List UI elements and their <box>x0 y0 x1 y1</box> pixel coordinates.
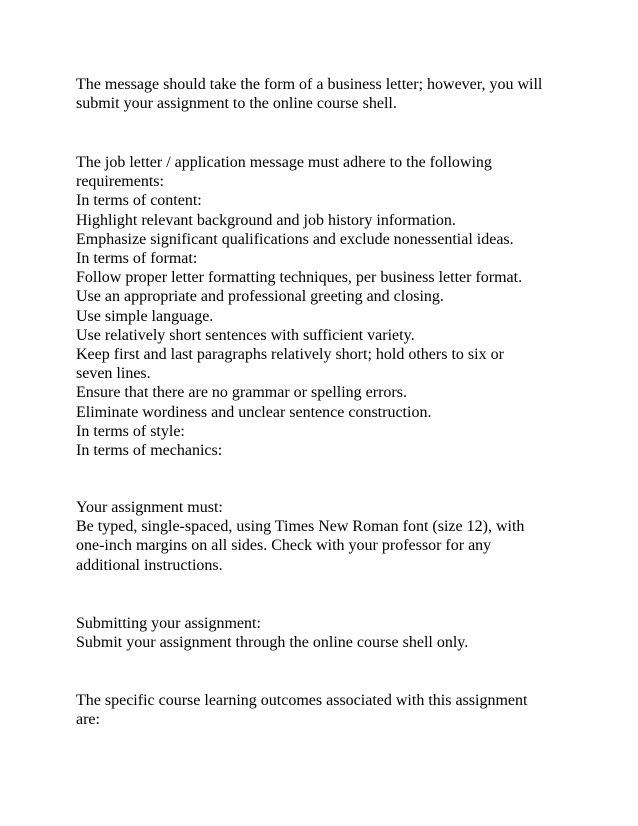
text-line: one-inch margins on all sides. Check with your professor for any <box>76 537 492 555</box>
intro-paragraph <box>76 75 576 113</box>
requirements-paragraph <box>76 153 576 460</box>
text-line: Use simple language. <box>76 307 214 325</box>
text-line: The job letter / application message must adhere to the following <box>76 154 492 171</box>
text-line: Use an appropriate and professional greeting and closing. <box>76 288 444 306</box>
submitting-paragraph <box>76 614 576 652</box>
text-line: Use relatively short sentences with sufficient variety. <box>76 326 415 344</box>
text-line: requirements: <box>76 173 164 191</box>
text-line: In terms of format: <box>76 250 198 268</box>
text-line: Be typed, single-spaced, using Times New Roman font (size 12), with <box>76 518 525 536</box>
text-line: In terms of mechanics: <box>76 442 223 460</box>
text-line: submit your assignment to the online course shell. <box>76 95 397 113</box>
assignment-must-paragraph <box>76 498 576 575</box>
text-line: Follow proper letter formatting techniques, per business letter format. <box>76 269 523 287</box>
outcomes-paragraph <box>76 691 576 729</box>
text-line: are: <box>76 711 100 729</box>
text-line: additional instructions. <box>76 556 223 574</box>
text-line: Ensure that there are no grammar or spelling errors. <box>76 384 407 402</box>
text-line: Highlight relevant background and job history information. <box>76 211 456 229</box>
text-line: The message should take the form of a business letter; however, you will <box>76 76 543 93</box>
text-line: Submit your assignment through the online course shell only. <box>76 634 469 652</box>
text-line: Submitting your assignment: <box>76 615 261 632</box>
text-line: In terms of style: <box>76 422 185 440</box>
text-line: Eliminate wordiness and unclear sentence construction. <box>76 403 432 421</box>
text-line: Keep first and last paragraphs relatively short; hold others to six or <box>76 346 504 364</box>
text-line: seven lines. <box>76 365 151 383</box>
text-line: In terms of content: <box>76 192 202 210</box>
text-line: The specific course learning outcomes associated with this assignment <box>76 692 528 709</box>
text-line: Emphasize significant qualifications and exclude nonessential ideas. <box>76 230 514 248</box>
text-line: Your assignment must: <box>76 499 223 516</box>
